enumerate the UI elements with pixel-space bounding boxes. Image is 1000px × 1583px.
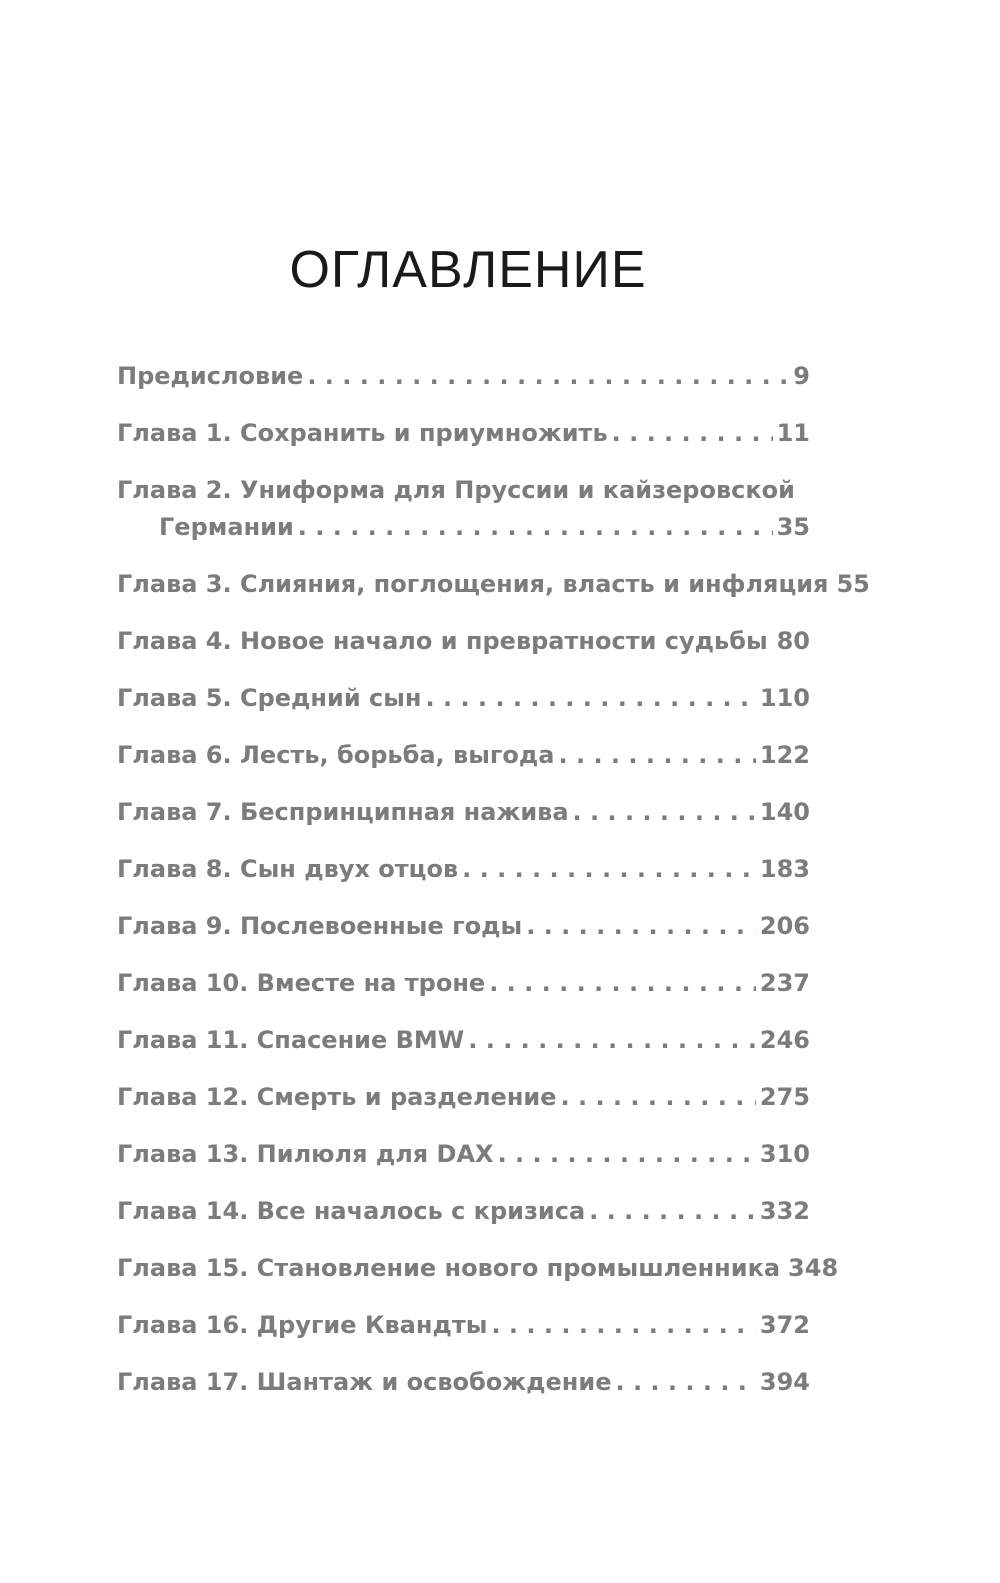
toc-entry-chapter-2-continuation[interactable] — [117, 513, 810, 570]
table-of-contents — [117, 362, 870, 1425]
toc-entry-label: Глава 11. Спасение BMW — [117, 1026, 465, 1054]
toc-entry-chapter-16[interactable] — [117, 1311, 810, 1368]
toc-entry-label: Глава 10. Вместе на троне — [117, 969, 486, 997]
toc-entry-label: Глава 17. Шантаж и освобождение — [117, 1368, 612, 1396]
toc-entry-label: Глава 9. Послевоенные годы — [117, 912, 523, 940]
toc-leader-dots — [526, 912, 756, 940]
toc-entry-label: Глава 8. Сын двух отцов — [117, 855, 459, 883]
toc-leader-dots — [573, 798, 756, 826]
toc-entry-label: Глава 2. Униформа для Пруссии и кайзеровской — [117, 476, 795, 504]
toc-entry-page: 110 — [759, 684, 810, 712]
toc-entry-page: 394 — [759, 1368, 810, 1396]
toc-leader-dots — [772, 627, 773, 655]
toc-entry-chapter-9[interactable] — [117, 912, 810, 969]
toc-entry-page: 246 — [759, 1026, 810, 1054]
toc-entry-page: 348 — [788, 1254, 839, 1282]
toc-entry-chapter-4[interactable] — [117, 627, 810, 684]
toc-entry-chapter-10[interactable] — [117, 969, 810, 1026]
toc-entry-preface[interactable] — [117, 362, 810, 419]
toc-entry-page: 140 — [759, 798, 810, 826]
toc-entry-label: Глава 3. Слияния, поглощения, власть и инфляция — [117, 570, 829, 598]
toc-entry-label: Глава 12. Смерть и разделение — [117, 1083, 557, 1111]
toc-entry-page: 9 — [793, 362, 810, 390]
toc-entry-label: Глава 16. Другие Квандты — [117, 1311, 488, 1339]
toc-leader-dots — [615, 1368, 755, 1396]
toc-leader-dots — [612, 419, 773, 447]
toc-entry-label: Глава 1. Сохранить и приумножить — [117, 419, 608, 447]
toc-entry-page: 55 — [836, 570, 870, 598]
toc-entry-page: 35 — [776, 513, 810, 541]
toc-entry-label: Глава 7. Беспринципная нажива — [117, 798, 569, 826]
toc-entry-chapter-5[interactable] — [117, 684, 810, 741]
toc-entry-page: 122 — [759, 741, 810, 769]
toc-entry-label: Глава 6. Лесть, борьба, выгода — [117, 741, 555, 769]
toc-entry-page: 332 — [759, 1197, 810, 1225]
toc-entry-label: Глава 15. Становление нового промышленника — [117, 1254, 781, 1282]
toc-entry-chapter-6[interactable] — [117, 741, 810, 798]
toc-leader-dots — [589, 1197, 756, 1225]
toc-leader-dots — [498, 1140, 756, 1168]
toc-entry-label: Глава 5. Средний сын — [117, 684, 422, 712]
toc-entry-chapter-8[interactable] — [117, 855, 810, 912]
toc-leader-dots — [559, 741, 756, 769]
toc-entry-chapter-13[interactable] — [117, 1140, 810, 1197]
toc-entry-page: 237 — [759, 969, 810, 997]
toc-entry-label: Глава 14. Все началось с кризиса — [117, 1197, 586, 1225]
toc-entry-chapter-15[interactable] — [117, 1254, 839, 1311]
toc-entry-chapter-14[interactable] — [117, 1197, 810, 1254]
toc-leader-dots — [561, 1083, 756, 1111]
toc-leader-dots — [491, 1311, 755, 1339]
toc-entry-chapter-2[interactable] — [117, 476, 810, 513]
toc-entry-chapter-11[interactable] — [117, 1026, 810, 1083]
toc-leader-dots — [307, 362, 789, 390]
toc-entry-page: 275 — [759, 1083, 810, 1111]
toc-entry-chapter-1[interactable] — [117, 419, 810, 476]
toc-entry-label: Глава 13. Пилюля для DAX — [117, 1140, 494, 1168]
toc-leader-dots — [462, 855, 756, 883]
toc-leader-dots — [426, 684, 756, 712]
toc-leader-dots — [468, 1026, 756, 1054]
toc-entry-page: 206 — [759, 912, 810, 940]
toc-entry-page: 80 — [776, 627, 810, 655]
page-title: ОГЛАВЛЕНИЕ — [289, 241, 647, 299]
toc-entry-page: 372 — [759, 1311, 810, 1339]
toc-entry-label: Предисловие — [117, 362, 304, 390]
toc-entry-chapter-12[interactable] — [117, 1083, 810, 1140]
toc-leader-dots — [489, 969, 756, 997]
toc-leader-dots — [298, 513, 773, 541]
toc-entry-page: 183 — [759, 855, 810, 883]
toc-entry-page: 11 — [776, 419, 810, 447]
toc-entry-label-continuation: Германии — [159, 513, 294, 541]
toc-entry-page: 310 — [759, 1140, 810, 1168]
toc-entry-chapter-3[interactable] — [117, 570, 870, 627]
toc-entry-chapter-17[interactable] — [117, 1368, 810, 1425]
toc-entry-chapter-7[interactable] — [117, 798, 810, 855]
toc-entry-label: Глава 4. Новое начало и превратности судьбы — [117, 627, 768, 655]
